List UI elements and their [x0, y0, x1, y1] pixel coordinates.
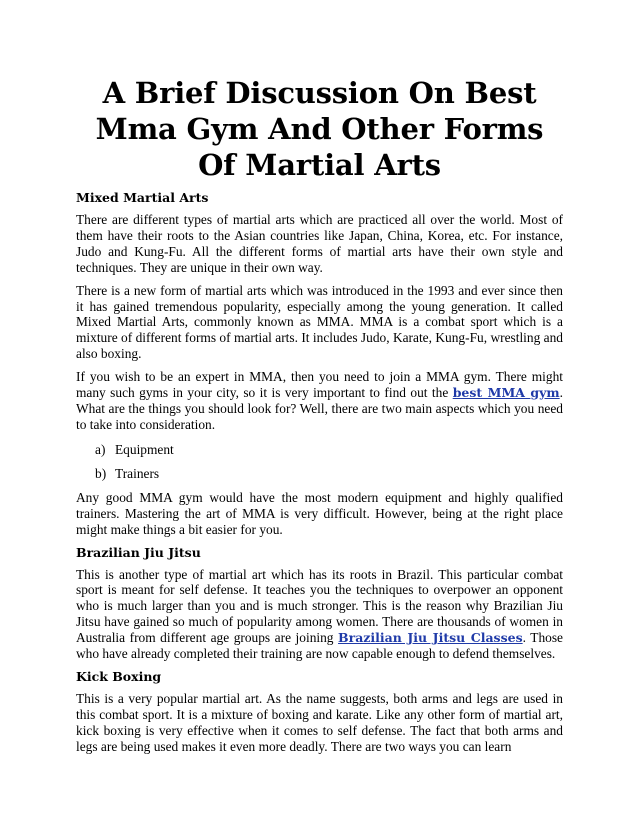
section-heading-kick-boxing: Kick Boxing [76, 668, 162, 684]
paragraph-text: . Those who have already completed their training are now capable enough to defend themselves. [76, 630, 563, 662]
list-item-text: Equipment [115, 441, 174, 457]
paragraph-mma-gym [76, 369, 563, 433]
section-heading-bjj: Brazilian Jiu Jitsu [76, 544, 201, 560]
bjj-classes-link[interactable]: Brazilian Jiu Jitsu Classes [338, 630, 523, 646]
best-mma-gym-link[interactable]: best MMA gym [452, 385, 560, 401]
page-title: A Brief Discussion On Best Mma Gym And Other Forms Of Martial Arts [95, 76, 544, 182]
list-marker: a) [95, 441, 106, 457]
paragraph-mma-conclusion: Any good MMA gym would have the most modern equipment and highly qualified trainers. Mastering the art of MMA is very difficult. However, being at the right place might make things a bit easier for you. [76, 489, 563, 537]
paragraph-text: . What are the things you should look for? Well, there are two main aspects which you need to take into consideration. [76, 385, 563, 432]
list-item-text: Trainers [115, 465, 160, 481]
list-marker: b) [95, 465, 107, 481]
paragraph-mma-intro: There are different types of martial arts which are practiced all over the world. Most of them have their roots to the Asian countries like Japan, China, Korea, etc. For instance, Judo and Kung-Fu. All the different forms of martial arts have their own style and techniques. They are unique in their own way. [76, 212, 563, 275]
section-heading-mma: Mixed Martial Arts [76, 190, 209, 205]
list-item [95, 466, 563, 482]
paragraph-bjj [76, 567, 563, 662]
paragraph-mma-history: There is a new form of martial arts which was introduced in the 1993 and ever since then it has gained tremendous popularity, especially among the young generation. It called Mixed Martial Arts, commonly known as MMA. MMA is a combat sport which is a mixture of different forms of martial arts. It includes Judo, Karate, Kung-Fu, wrestling and also boxing. [76, 282, 563, 362]
paragraph-text: This is another type of martial art which has its roots in Brazil. This particular combat sport is meant for self defense. It teaches you the techniques to overpower an opponent who is much larger than you and is much stronger. This is the reason why Brazilian Jiu Jitsu have gained so much of popularity among women. There are thousands of women in Australia from different age groups are joining [76, 566, 563, 646]
list-item [95, 442, 563, 458]
paragraph-text: If you wish to be an expert in MMA, then you need to join a MMA gym. There might many such gyms in your city, so it is very important to find out the [76, 369, 563, 401]
aspects-list [76, 442, 563, 482]
paragraph-kick-boxing: This is a very popular martial art. As the name suggests, both arms and legs are used in this combat sport. It is a mixture of boxing and karate. Like any other form of martial art, kick boxing is very effective when it comes to self defense. The fact that both arms and legs are being used makes it even more deadly. There are two ways you can learn [76, 690, 563, 754]
